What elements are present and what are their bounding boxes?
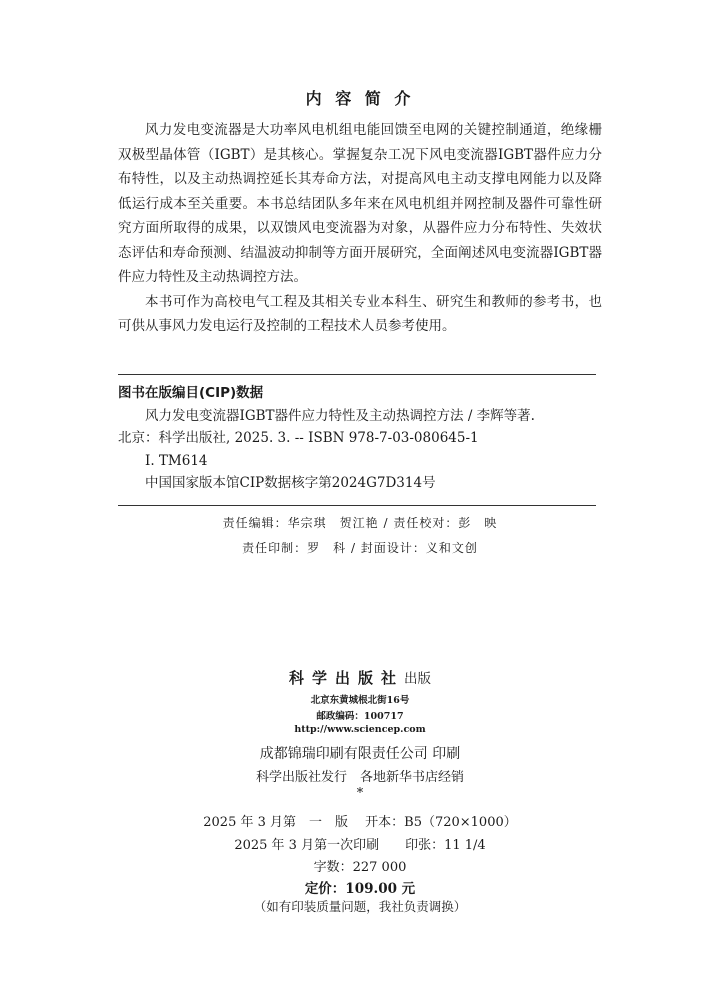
cip-line-publisher: 北京：科学出版社, 2025. 3. -- ISBN 978-7-03-080645-1 (118, 430, 479, 446)
summary-paragraph-1: 风力发电变流器是大功率风电机组电能回馈至电网的关键控制通道，绝缘栅双极型晶体管（IGBT）是其核心。掌握复杂工况下风电变流器IGBT器件应力分布特性，以及主动热调控延长其寿命方法，对提高风电主动支撑电网能力以及降低运行成本至关重要。本书总结团队多年来在风电机组并网控制及器件可靠性研究方面所取得的成果，以双馈风电变流器为对象，从器件应力分布特性、失效状态评估和寿命预测、结温波动抑制等方面开展研究，全面阐述风电变流器IGBT器件应力特性及主动热调控方法。 (118, 122, 602, 285)
cip-line-class: Ⅰ. TM614 (145, 452, 208, 469)
summary-body (118, 118, 602, 339)
publisher-address: 北京东黄城根北街16号 (310, 695, 410, 706)
cip-line-title: 风力发电变流器IGBT器件应力特性及主动热调控方法 / 李辉等著. (145, 407, 535, 424)
price: 定价：109.00 元 (304, 881, 416, 897)
printing-line: 2025 年 3 月第一次印刷 印张：11 1/4 (234, 838, 486, 853)
separator-asterisk: * (356, 786, 364, 801)
divider-bottom (118, 505, 596, 506)
divider-top (118, 374, 596, 375)
publisher-url: http://www.sciencep.com (294, 724, 426, 735)
publisher-suffix: 出版 (404, 671, 431, 687)
cip-line-number: 中国国家版本馆CIP数据核字第2024G7D314号 (145, 475, 436, 491)
summary-paragraph-2: 本书可作为高校电气工程及其相关专业本科生、研究生和教师的参考书，也可供从事风力发电运行及控制的工程技术人员参考使用。 (118, 293, 602, 334)
edition-line: 2025 年 3 月第 一 版 开本：B5（720×1000） (203, 815, 517, 830)
quality-note: （如有印装质量问题，我社负责调换） (253, 899, 467, 914)
publisher-postcode: 邮政编码：100717 (316, 711, 404, 722)
credits-editors: 责任编辑：华宗琪 贺江艳 / 责任校对：彭 映 (222, 516, 498, 530)
word-count: 字数：227 000 (313, 860, 407, 875)
publisher-line (0, 667, 720, 688)
publisher-name: 科学出版社 (288, 669, 404, 687)
distribution-line: 科学出版社发行 各地新华书店经销 (255, 770, 464, 785)
credits-production: 责任印制：罗 科 / 封面设计：义和文创 (242, 541, 478, 555)
printer-line: 成都锦瑞印刷有限责任公司 印刷 (259, 746, 461, 762)
cip-heading: 图书在版编目(CIP)数据 (118, 385, 264, 401)
page-title: 内 容 简 介 (305, 89, 415, 108)
cip-block (118, 382, 602, 495)
